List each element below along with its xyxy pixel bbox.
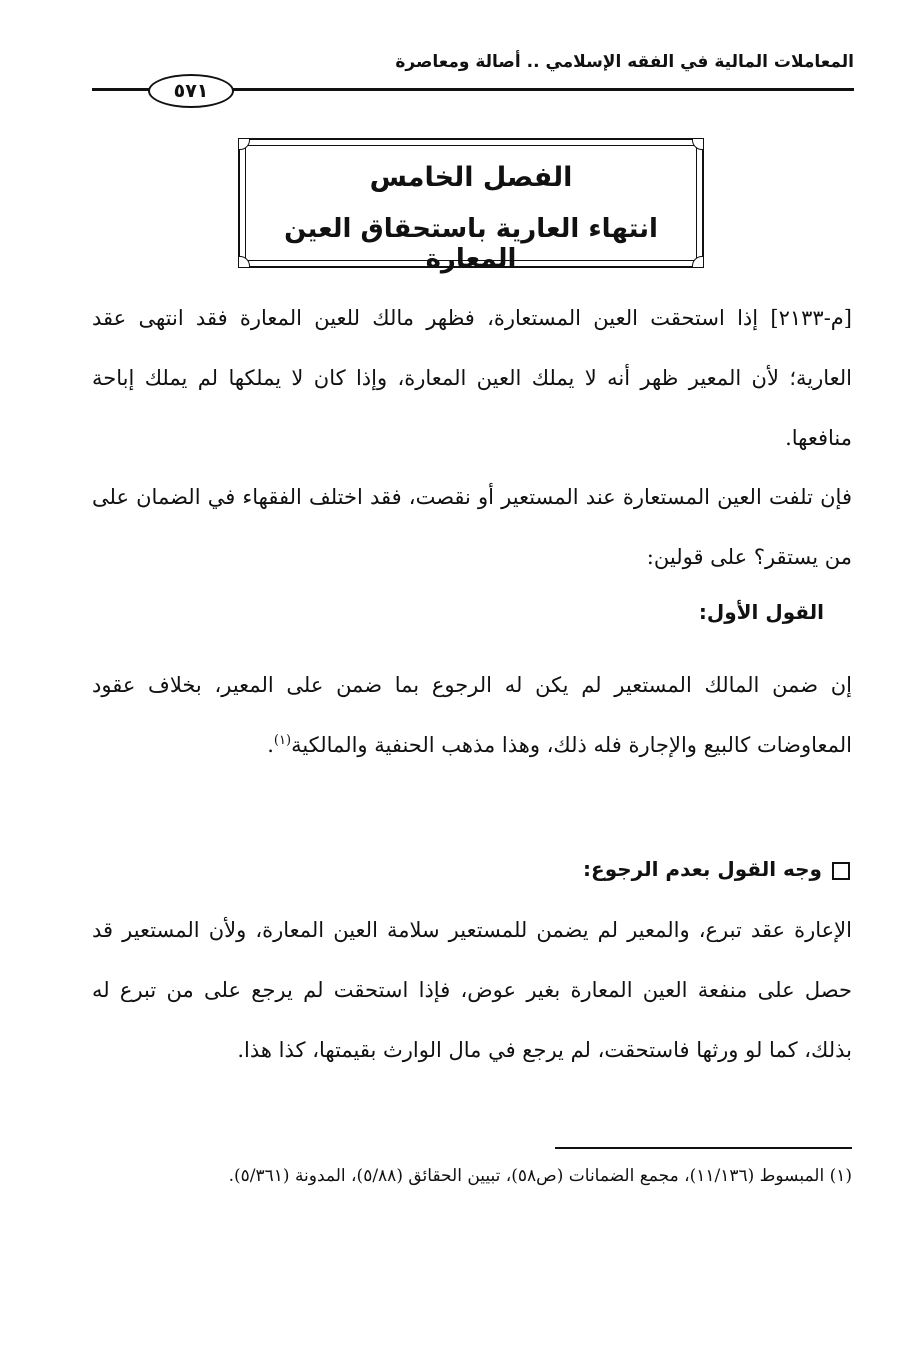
chapter-title: انتهاء العارية باستحقاق العين المعارة bbox=[284, 214, 658, 274]
argument-heading-text: وجه القول بعدم الرجوع: bbox=[583, 857, 822, 881]
square-bullet-icon bbox=[832, 862, 850, 880]
paragraph-4: الإعارة عقد تبرع، والمعير لم يضمن للمستعير سلامة العين المعارة، ولأن المستعير قد حصل على منفعة العين المعارة بغير عوض، فإذا استحقت لم يرجع على من تبرع له بذلك، كما لو ورثها فاستحقت، لم يرجع في مال الوارث بقيمتها، كذا هذا. bbox=[92, 918, 852, 1062]
paragraph-1: [م-٢١٣٣] إذا استحقت العين المستعارة، فظهر مالك للعين المعارة فقد انتهى عقد العارية؛ لأن المعير ظهر أنه لا يملك العين المعارة، وإذا كان لا يملكها لم يملك إباحة منافعها. bbox=[92, 306, 852, 450]
chapter-number: الفصل الخامس bbox=[369, 162, 573, 193]
chapter-title-box bbox=[238, 138, 704, 274]
footnote: (١) المبسوط (١١/١٣٦)، مجمع الضمانات (ص٥٨)، تبيين الحقائق (٥/٨٨)، المدونة (٥/٣٦١). bbox=[228, 1166, 852, 1186]
footnote-separator bbox=[555, 1147, 852, 1149]
footnote-ref: (١) bbox=[273, 733, 292, 748]
paragraph-3-end: . bbox=[267, 733, 274, 757]
running-title: المعاملات المالية في الفقه الإسلامي .. أصالة ومعاصرة bbox=[395, 52, 854, 72]
paragraph-3 bbox=[92, 655, 852, 775]
argument-heading bbox=[250, 857, 850, 881]
page-number: ٥٧١ bbox=[148, 74, 234, 108]
paragraph-2: فإن تلفت العين المستعارة عند المستعير أو نقصت، فقد اختلف الفقهاء في الضمان على من يستقر؟ على قولين: bbox=[92, 485, 852, 569]
first-opinion-heading: القول الأول: bbox=[698, 600, 824, 624]
paragraph-3-text: إن ضمن المالك المستعير لم يكن له الرجوع بما ضمن على المعير، بخلاف عقود المعاوضات كالبيع والإجارة فله ذلك، وهذا مذهب الحنفية والمالكية bbox=[92, 673, 852, 757]
